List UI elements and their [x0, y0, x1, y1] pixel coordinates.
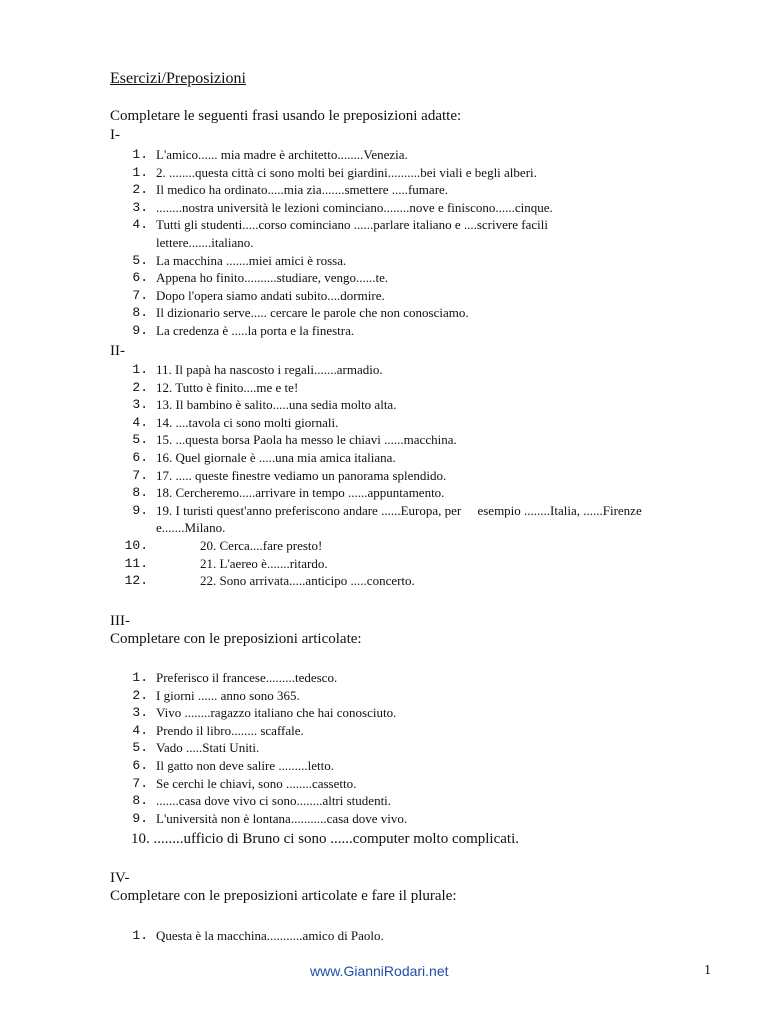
list-item — [110, 669, 670, 687]
list-item-10: 10. ........ufficio di Bruno ci sono ......computer molto complicati. — [131, 831, 520, 847]
item-text: Preferisco il francese.........tedesco. — [156, 670, 338, 685]
list-item — [110, 164, 670, 182]
item-text: 19. I turisti quest'anno preferiscono andare ......Europa, per esempio ........Italia, ......Firenze e.......Milano. — [156, 502, 645, 536]
item-text: 14. ....tavola ci sono molti giornali. — [156, 414, 339, 430]
footer-website-link[interactable]: www.GianniRodari.net — [310, 963, 449, 979]
item-text: 20. Cerca....fare presto! — [200, 537, 323, 553]
item-number: 1. — [132, 362, 148, 377]
item-number: 9. — [132, 502, 148, 518]
item-number: 6. — [132, 757, 148, 773]
item-number: 2. — [132, 182, 148, 198]
item-text: La credenza è .....la porta e la finestra. — [156, 322, 355, 338]
instructions-text: Completare le seguenti frasi usando le preposizioni adatte: — [110, 108, 462, 124]
exercise-list-3 — [110, 669, 670, 827]
item-number: 2. — [132, 379, 148, 395]
item-text: 22. Sono arrivata.....anticipo .....concerto. — [200, 573, 415, 589]
list-item — [110, 687, 670, 705]
list-item — [110, 555, 670, 573]
item-number: 1. — [132, 164, 148, 180]
item-text: Vado .....Stati Uniti. — [156, 740, 260, 756]
instructions-text: Completare con le preposizioni articolate: — [110, 631, 362, 647]
item-number: 11. — [124, 555, 148, 571]
item-text: La macchina .......miei amici è rossa. — [156, 252, 347, 268]
list-item — [110, 181, 670, 199]
item-text: Tutti gli studenti.....corso cominciano ......parlare italiano e ....scrivere facili lettere.......italiano. — [156, 217, 548, 250]
list-item — [110, 396, 670, 414]
item-number: 7. — [132, 775, 148, 791]
item-text: L'università non è lontana...........casa dove vivo. — [156, 810, 408, 826]
list-item — [110, 216, 626, 251]
item-text: 18. Cercheremo.....arrivare in tempo ......appuntamento. — [156, 485, 445, 501]
item-number: 3. — [132, 397, 148, 413]
list-item — [110, 467, 670, 485]
item-number: 3. — [132, 199, 148, 215]
list-item — [110, 792, 670, 810]
list-item — [110, 414, 670, 432]
list-item — [110, 810, 670, 828]
list-item — [110, 322, 670, 340]
item-text: Questa è la macchina...........amico di Paolo. — [156, 928, 384, 943]
list-item — [110, 252, 670, 270]
item-text: 13. Il bambino è salito.....una sedia molto alta. — [156, 397, 397, 413]
item-number: 7. — [132, 287, 148, 303]
item-number: 5. — [132, 740, 148, 756]
list-item — [110, 502, 668, 537]
item-text: Dopo l'opera siamo andati subito....dormire. — [156, 287, 385, 303]
item-text: Il medico ha ordinato.....mia zia.......smettere .....fumare. — [156, 182, 449, 198]
list-item — [110, 704, 670, 722]
item-text: .......casa dove vivo ci sono........altri studenti. — [156, 793, 392, 809]
list-item — [110, 927, 670, 945]
item-text: 16. Quel giornale è .....una mia amica italiana. — [156, 449, 396, 465]
item-number: 7. — [132, 467, 148, 483]
item-number: 4. — [132, 722, 148, 738]
item-number: 4. — [132, 217, 148, 233]
item-number: 3. — [132, 705, 148, 721]
instructions-text: Completare con le preposizioni articolate e fare il plurale: — [110, 888, 457, 904]
list-item — [110, 379, 670, 397]
item-text: Il dizionario serve..... cercare le parole che non conosciamo. — [156, 305, 469, 321]
item-text: Prendo il libro........ scaffale. — [156, 722, 304, 738]
list-item — [110, 269, 670, 287]
item-number: 9. — [132, 810, 148, 826]
section-label-2: II- — [110, 343, 125, 359]
item-number: 2. — [132, 687, 148, 703]
item-text: I giorni ...... anno sono 365. — [156, 687, 300, 703]
exercise-list-2 — [110, 361, 670, 590]
item-number: 1. — [132, 928, 148, 943]
item-number: 1. — [132, 147, 148, 162]
exercise-list-1 — [110, 146, 670, 340]
list-item — [110, 722, 670, 740]
list-item — [110, 287, 670, 305]
list-item — [110, 775, 670, 793]
item-text: Appena ho finito..........studiare, vengo......te. — [156, 270, 389, 286]
item-number: 12. — [124, 573, 148, 589]
item-number: 6. — [132, 270, 148, 286]
exercise-list-4 — [110, 927, 670, 945]
item-text: 2. ........questa città ci sono molti bei giardini..........bei viali e begli alberi. — [156, 164, 537, 180]
item-number: 10. — [124, 537, 148, 553]
item-number: 5. — [132, 432, 148, 448]
item-number: 4. — [132, 414, 148, 430]
item-number: 6. — [132, 449, 148, 465]
item-text: L'amico...... mia madre è architetto........Venezia. — [156, 147, 408, 162]
item-text: 15. ...questa borsa Paola ha messo le chiavi ......macchina. — [156, 432, 457, 448]
item-text: Se cerchi le chiavi, sono ........cassetto. — [156, 775, 357, 791]
item-text: Vivo ........ragazzo italiano che hai conosciuto. — [156, 705, 397, 721]
page-number: 1 — [704, 963, 711, 978]
list-item — [110, 431, 670, 449]
item-text: ........nostra università le lezioni cominciano........nove e finiscono......cinque. — [156, 199, 553, 215]
item-text: 11. Il papà ha nascosto i regali.......armadio. — [156, 362, 383, 377]
item-text: 12. Tutto è finito....me e te! — [156, 379, 299, 395]
section-label-3: III- — [110, 613, 130, 629]
item-number: 8. — [132, 305, 148, 321]
section-label-4: IV- — [110, 870, 130, 886]
list-item — [110, 449, 670, 467]
item-number: 8. — [132, 793, 148, 809]
list-item — [110, 484, 670, 502]
page-title: Esercizi/Preposizioni — [110, 70, 246, 87]
list-item — [110, 199, 670, 217]
item-text: 17. ..... queste finestre vediamo un panorama splendido. — [156, 467, 447, 483]
item-text: Il gatto non deve salire .........letto. — [156, 757, 334, 773]
list-item — [110, 537, 670, 555]
item-number: 8. — [132, 485, 148, 501]
item-number: 5. — [132, 252, 148, 268]
list-item — [110, 146, 670, 164]
item-text: 21. L'aereo è.......ritardo. — [200, 555, 328, 571]
list-item — [110, 304, 670, 322]
list-item — [110, 739, 670, 757]
item-number: 1. — [132, 670, 148, 685]
list-item — [110, 757, 670, 775]
list-item — [110, 572, 670, 590]
list-item — [110, 361, 670, 379]
section-label-1: I- — [110, 127, 120, 143]
item-number: 9. — [132, 322, 148, 338]
